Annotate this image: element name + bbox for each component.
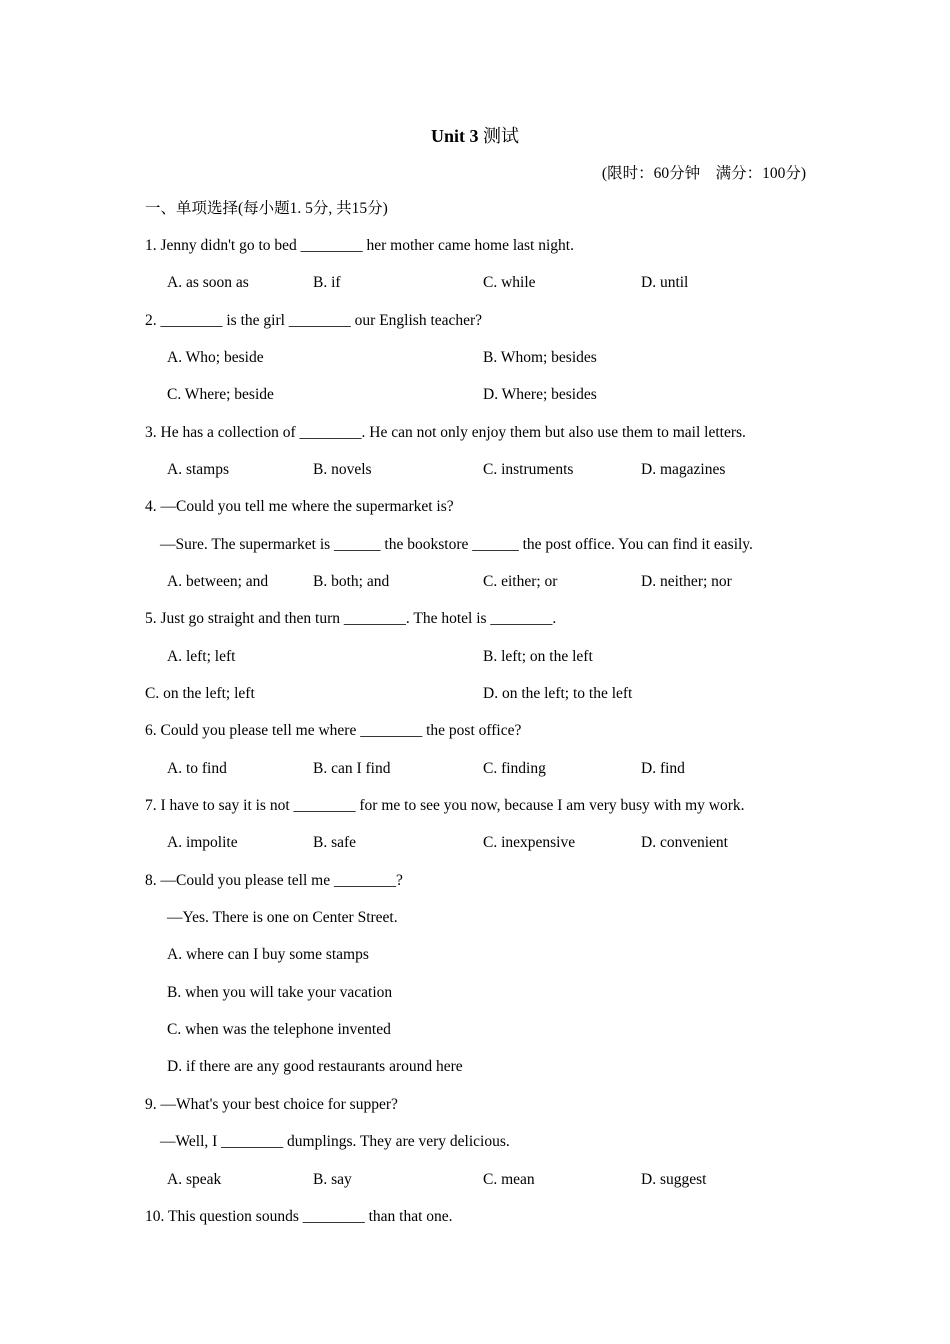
option-1d: D. until bbox=[641, 274, 689, 291]
option-3b: B. novels bbox=[313, 461, 372, 478]
page-title bbox=[0, 122, 950, 148]
option-8b: B. when you will take your vacation bbox=[167, 984, 393, 1001]
option-1b: B. if bbox=[313, 274, 341, 291]
option-2a: A. Who; beside bbox=[167, 349, 264, 366]
option-9b: B. say bbox=[313, 1171, 352, 1188]
option-9c: C. mean bbox=[483, 1171, 535, 1188]
question-4: 4. —Could you tell me where the supermarket is? bbox=[145, 498, 454, 515]
option-9d: D. suggest bbox=[641, 1171, 707, 1188]
option-6c: C. finding bbox=[483, 760, 546, 777]
option-7b: B. safe bbox=[313, 834, 357, 851]
question-1: 1. Jenny didn't go to bed ________ her mother came home last night. bbox=[145, 237, 574, 254]
question-7: 7. I have to say it is not ________ for me to see you now, because I am very busy with my work. bbox=[145, 797, 745, 814]
question-6: 6. Could you please tell me where ________ the post office? bbox=[145, 722, 522, 739]
option-2b: B. Whom; besides bbox=[483, 349, 597, 366]
option-2d: D. Where; besides bbox=[483, 386, 597, 403]
option-4b: B. both; and bbox=[313, 573, 390, 590]
option-5c: C. on the left; left bbox=[145, 685, 255, 702]
option-6b: B. can I find bbox=[313, 760, 391, 777]
option-3d: D. magazines bbox=[641, 461, 726, 478]
option-6a: A. to find bbox=[167, 760, 227, 777]
question-8-reply: —Yes. There is one on Center Street. bbox=[167, 909, 398, 926]
option-4d: D. neither; nor bbox=[641, 573, 732, 590]
section-heading: 一、单项选择(每小题1. 5分, 共15分) bbox=[145, 200, 388, 217]
question-9-reply: —Well, I ________ dumplings. They are very delicious. bbox=[160, 1133, 510, 1150]
option-5a: A. left; left bbox=[167, 648, 236, 665]
option-5b: B. left; on the left bbox=[483, 648, 593, 665]
option-9a: A. speak bbox=[167, 1171, 222, 1188]
question-5: 5. Just go straight and then turn ________. The hotel is ________. bbox=[145, 610, 557, 627]
option-4a: A. between; and bbox=[167, 573, 269, 590]
question-4-reply: —Sure. The supermarket is ______ the bookstore ______ the post office. You can find it easily. bbox=[160, 536, 753, 553]
question-9: 9. —What's your best choice for supper? bbox=[145, 1096, 398, 1113]
option-8d: D. if there are any good restaurants around here bbox=[167, 1058, 463, 1075]
question-3: 3. He has a collection of ________. He can not only enjoy them but also use them to mail letters. bbox=[145, 424, 746, 441]
title-en: Unit 3 bbox=[430, 126, 479, 146]
question-2: 2. ________ is the girl ________ our English teacher? bbox=[145, 312, 483, 329]
option-3a: A. stamps bbox=[167, 461, 229, 478]
time-score-limit: (限时：60分钟 满分：100分) bbox=[601, 165, 806, 182]
option-8c: C. when was the telephone invented bbox=[167, 1021, 391, 1038]
option-6d: D. find bbox=[641, 760, 685, 777]
option-3c: C. instruments bbox=[483, 461, 574, 478]
option-7a: A. impolite bbox=[167, 834, 238, 851]
option-1a: A. as soon as bbox=[167, 274, 249, 291]
title-zh: 测试 bbox=[483, 126, 519, 146]
option-1c: C. while bbox=[483, 274, 536, 291]
question-8: 8. —Could you please tell me ________? bbox=[145, 872, 403, 889]
option-7c: C. inexpensive bbox=[483, 834, 576, 851]
option-7d: D. convenient bbox=[641, 834, 728, 851]
option-2c: C. Where; beside bbox=[167, 386, 274, 403]
question-10: 10. This question sounds ________ than that one. bbox=[145, 1208, 453, 1225]
option-5d: D. on the left; to the left bbox=[483, 685, 633, 702]
option-4c: C. either; or bbox=[483, 573, 558, 590]
option-8a: A. where can I buy some stamps bbox=[167, 946, 369, 963]
